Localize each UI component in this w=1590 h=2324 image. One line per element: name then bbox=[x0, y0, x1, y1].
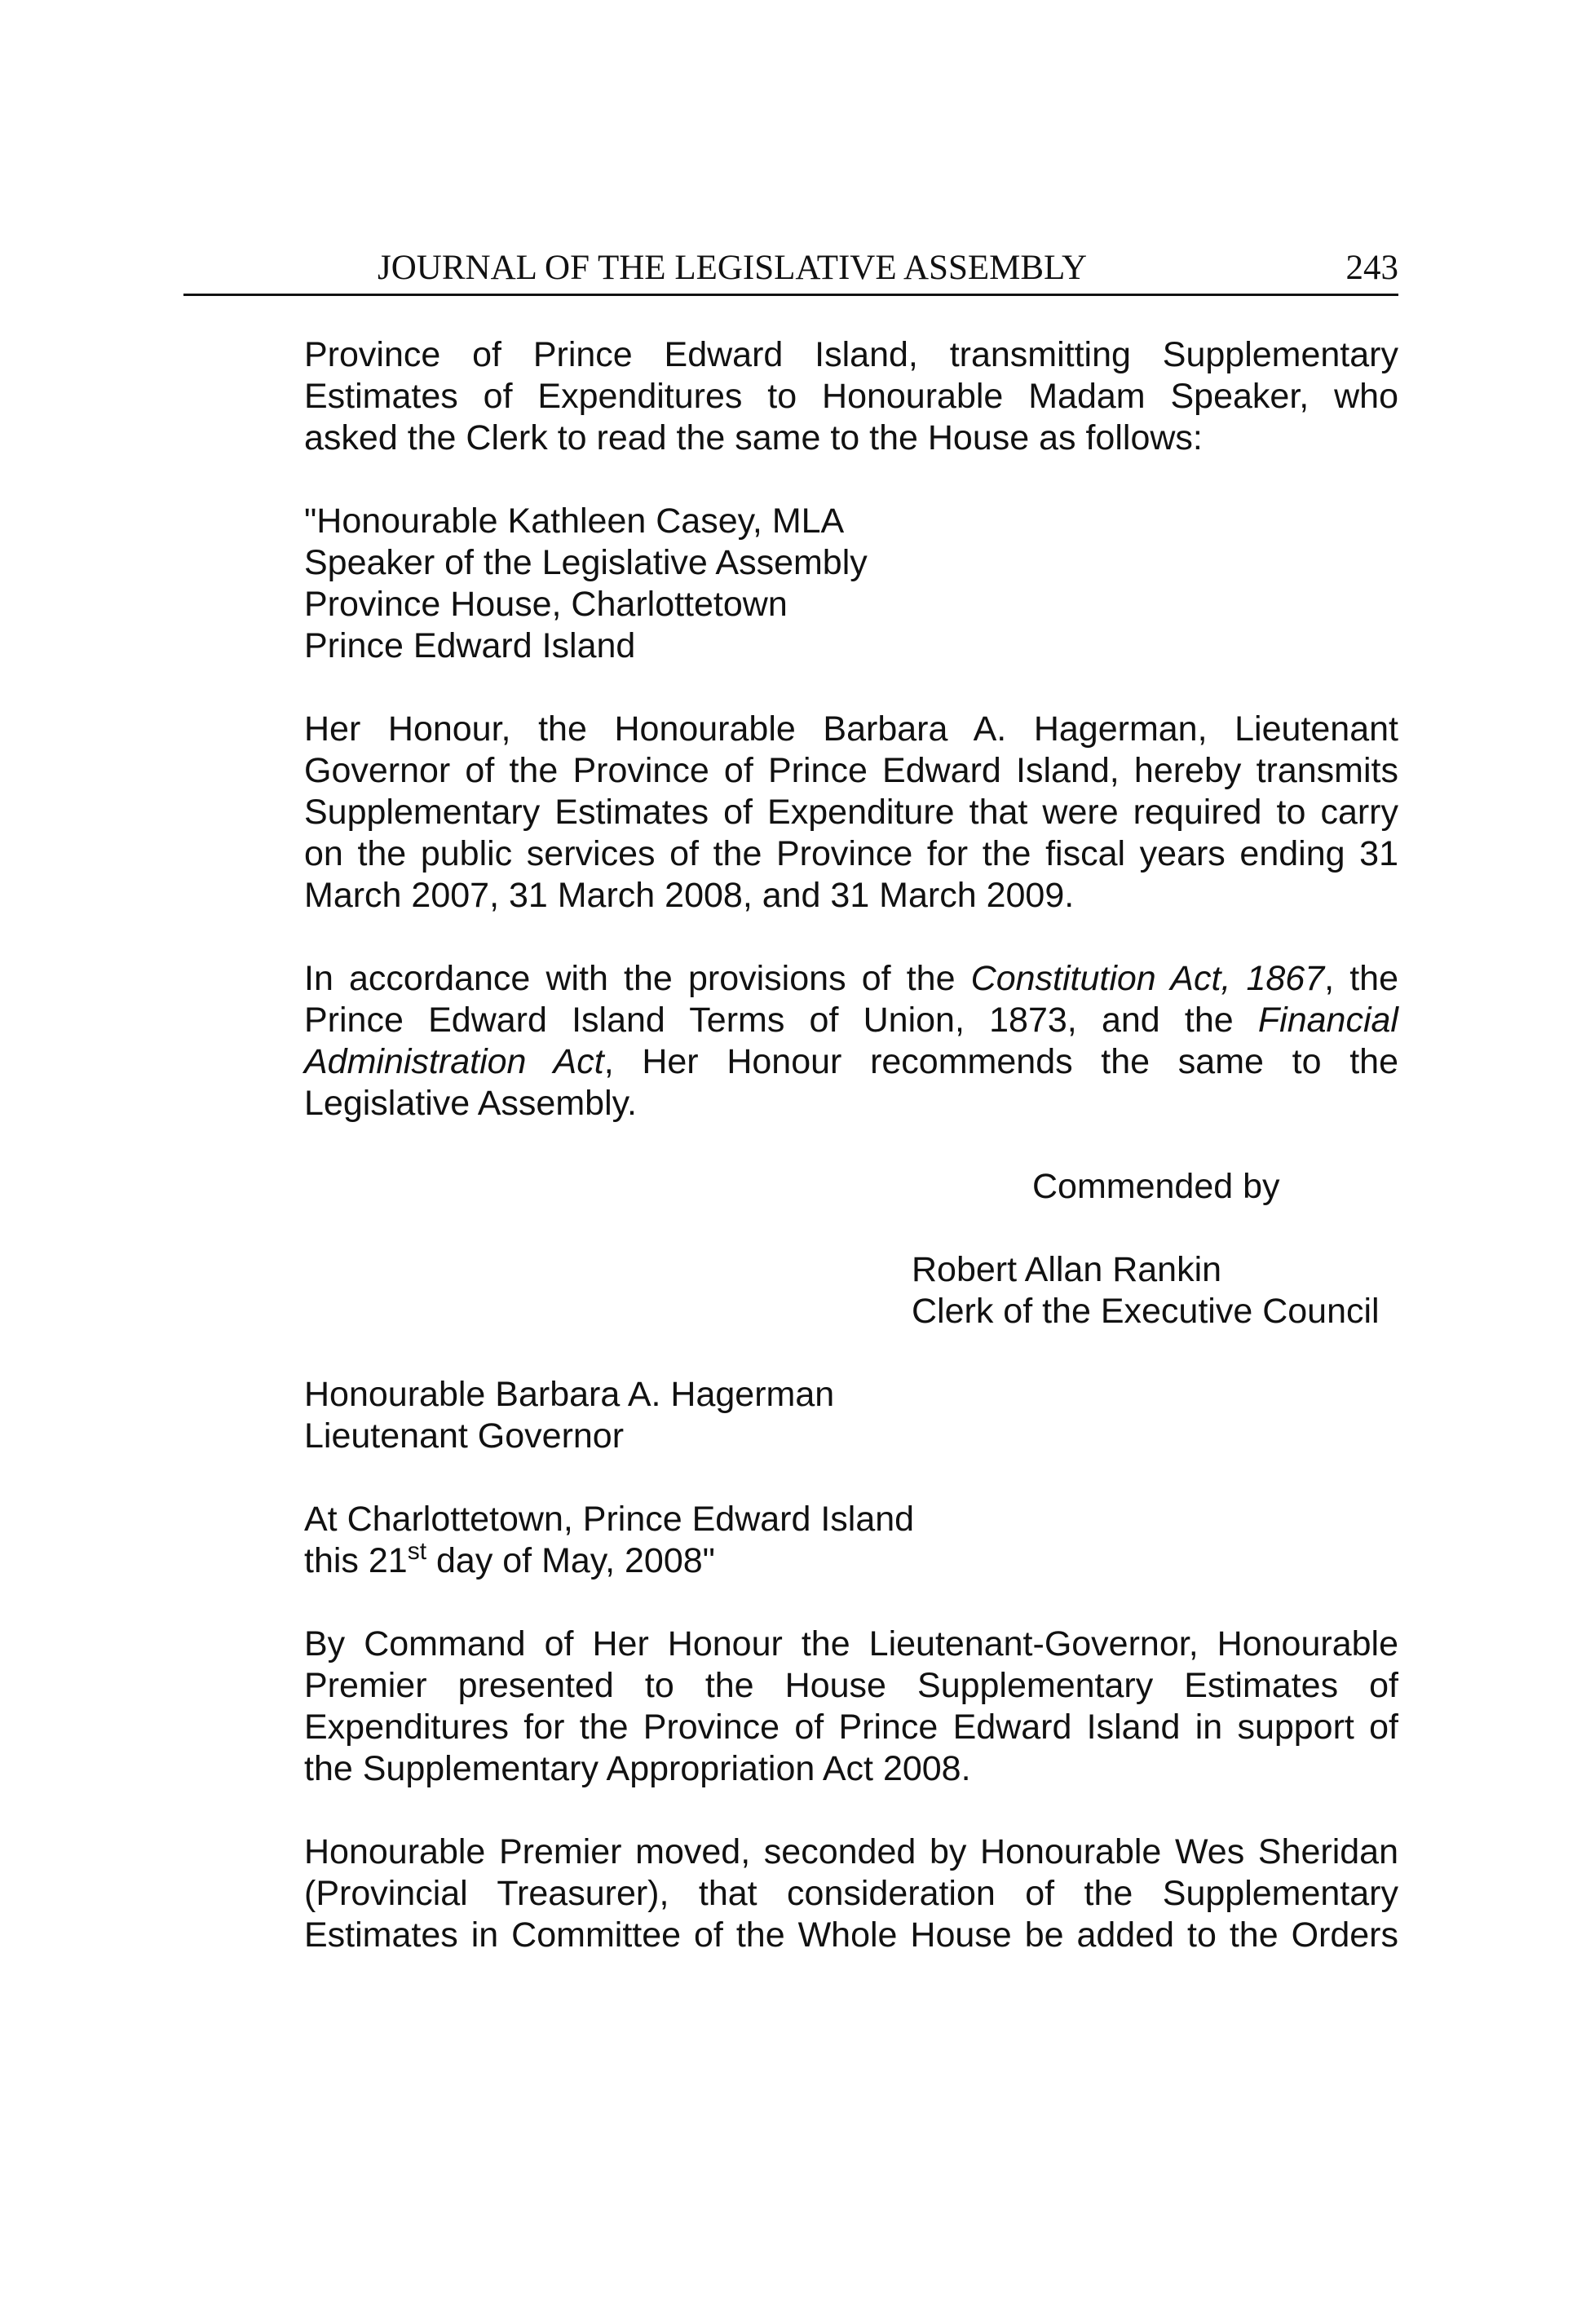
clerk-signature-block bbox=[304, 1249, 1398, 1332]
transmittal-paragraph bbox=[304, 709, 1398, 917]
text-line: asked the Clerk to read the same to the House as follows: bbox=[304, 418, 1203, 457]
date-line bbox=[304, 1540, 1398, 1582]
address-line: Speaker of the Legislative Assembly bbox=[304, 543, 868, 582]
lieutenant-governor-block bbox=[304, 1374, 1398, 1457]
text-run: , Her Honour recommends the same to the bbox=[603, 1042, 1398, 1081]
text-line: Supplementary Estimates of Expenditure that were required to carry bbox=[304, 793, 1398, 832]
text-line bbox=[304, 1000, 1398, 1041]
act-title-administration: Administration Act bbox=[304, 1042, 604, 1081]
text-line: Honourable Premier moved, seconded by Honourable Wes Sheridan bbox=[304, 1832, 1398, 1871]
command-paragraph bbox=[304, 1624, 1398, 1790]
text-line: Estimates in Committee of the Whole House be added to the Orders bbox=[304, 1915, 1398, 1955]
text-line: on the public services of the Province for the fiscal years ending 31 bbox=[304, 834, 1398, 873]
text-line: Governor of the Province of Prince Edward Island, hereby transmits bbox=[304, 751, 1398, 790]
text-line: Her Honour, the Honourable Barbara A. Hagerman, Lieutenant bbox=[304, 709, 1398, 749]
place-line: At Charlottetown, Prince Edward Island bbox=[304, 1500, 915, 1539]
text-run: day of May, 2008" bbox=[426, 1541, 715, 1580]
text-line bbox=[304, 1041, 1398, 1083]
address-line: "Honourable Kathleen Casey, MLA bbox=[304, 501, 845, 541]
ordinal-suffix: st bbox=[407, 1538, 427, 1565]
text-line: (Provincial Treasurer), that consideration of the Supplementary bbox=[304, 1874, 1398, 1913]
text-line: the Supplementary Appropriation Act 2008. bbox=[304, 1749, 971, 1788]
journal-title: JOURNAL OF THE LEGISLATIVE ASSEMBLY bbox=[378, 249, 1088, 287]
text-line: Premier presented to the House Supplementary Estimates of bbox=[304, 1666, 1398, 1705]
commended-by: Commended by bbox=[1032, 1167, 1280, 1206]
act-title-financial: Financial bbox=[1257, 1001, 1398, 1040]
text-line: Province of Prince Edward Island, transmitting Supplementary bbox=[304, 335, 1398, 374]
text-line: Estimates of Expenditures to Honourable Madam Speaker, who bbox=[304, 377, 1398, 416]
running-header bbox=[183, 243, 1398, 296]
body-text bbox=[304, 334, 1398, 1998]
clerk-title: Clerk of the Executive Council bbox=[912, 1292, 1380, 1331]
act-title-constitution: Constitution Act, 1867 bbox=[970, 959, 1325, 998]
text-line: Legislative Assembly. bbox=[304, 1084, 637, 1123]
speaker-address-block bbox=[304, 501, 1398, 667]
intro-paragraph bbox=[304, 334, 1398, 459]
address-line: Province House, Charlottetown bbox=[304, 585, 788, 624]
clerk-name: Robert Allan Rankin bbox=[912, 1250, 1222, 1289]
text-run: Prince Edward Island Terms of Union, 1873, and the bbox=[304, 1001, 1258, 1040]
text-line bbox=[304, 958, 1398, 1000]
text-line: March 2007, 31 March 2008, and 31 March 2009. bbox=[304, 876, 1075, 915]
text-run: , the bbox=[1324, 959, 1399, 998]
address-line: Prince Edward Island bbox=[304, 626, 636, 665]
text-line: By Command of Her Honour the Lieutenant-Governor, Honourable bbox=[304, 1624, 1398, 1663]
accordance-paragraph bbox=[304, 958, 1398, 1124]
place-date-block bbox=[304, 1499, 1398, 1582]
motion-paragraph bbox=[304, 1831, 1398, 1956]
lg-title: Lieutenant Governor bbox=[304, 1416, 625, 1456]
text-run: this 21 bbox=[304, 1541, 408, 1580]
lg-name: Honourable Barbara A. Hagerman bbox=[304, 1375, 835, 1414]
page-number: 243 bbox=[1345, 249, 1398, 287]
text-run: In accordance with the provisions of the bbox=[304, 959, 971, 998]
text-line: Expenditures for the Province of Prince Edward Island in support of bbox=[304, 1708, 1398, 1747]
